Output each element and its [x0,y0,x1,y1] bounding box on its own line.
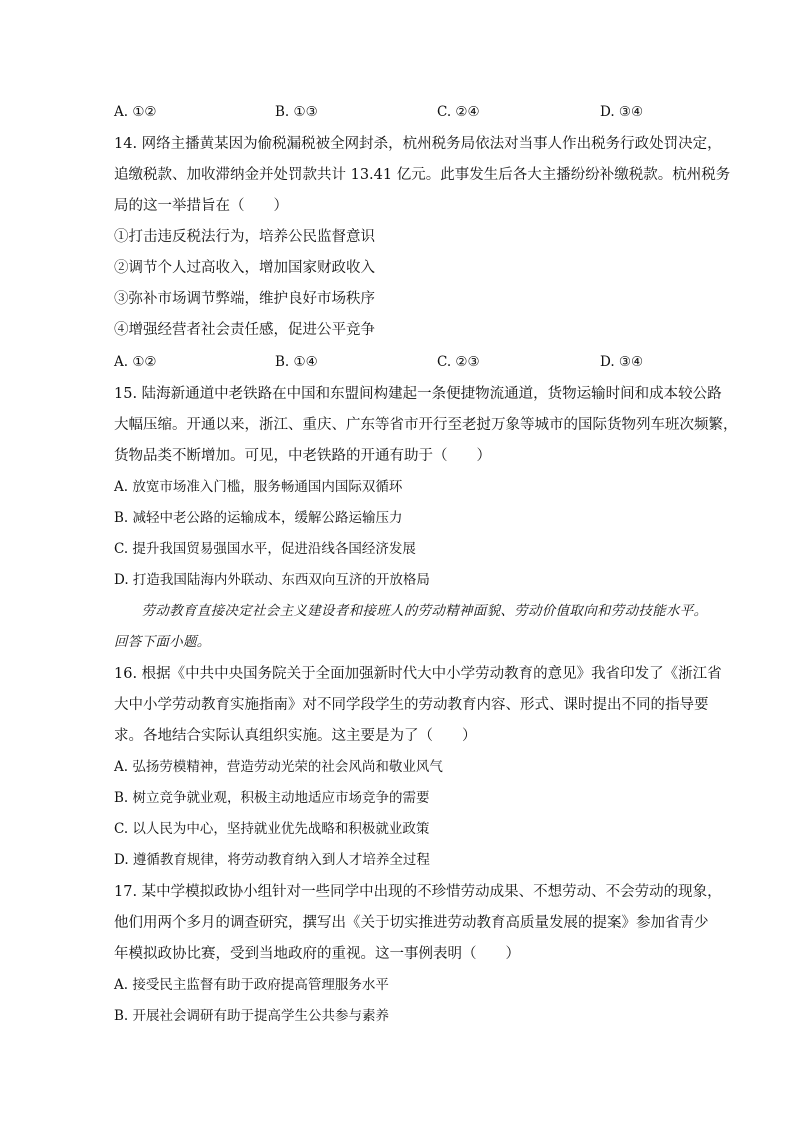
q15-option-d[interactable]: D. 打造我国陆海内外联动、东西双向互济的开放格局 [114,572,430,588]
q14-option-d[interactable]: D. ③④ [600,354,644,370]
q13-option-d[interactable]: D. ③④ [600,104,644,120]
material-line-1: 劳动教育直接决定社会主义建设者和接班人的劳动精神面貌、劳动价值取向和劳动技能水平。 [114,603,708,619]
q16-option-b[interactable]: B. 树立竞争就业观，积极主动地适应市场竞争的需要 [114,790,430,806]
q13-option-a[interactable]: A. ①② [114,104,157,120]
q14-item-1: ①打击违反税法行为，培养公民监督意识 [114,229,375,245]
q16-option-a[interactable]: A. 弘扬劳模精神，营造劳动光荣的社会风尚和敬业风气 [114,759,443,775]
q13-option-c[interactable]: C. ②④ [437,104,480,120]
q16-option-c[interactable]: C. 以人民为中心，坚持就业优先战略和积极就业政策 [114,821,430,837]
q14-stem-line-1: 14. 网络主播黄某因为偷税漏税被全网封杀，杭州税务局依法对当事人作出税务行政处罚决定， [114,136,722,152]
q14-stem-line-3: 局的这一举措旨在（ ） [114,198,288,214]
q14-stem-line-2: 追缴税款、加收滞纳金并处罚款共计 13.41 亿元。此事发生后各大主播纷纷补缴税款。杭州税务 [114,167,731,183]
q14-option-b[interactable]: B. ①④ [275,354,318,370]
q15-stem-line-1: 15. 陆海新通道中老铁路在中国和东盟间构建起一条便捷物流通道，货物运输时间和成本较公路 [114,386,722,402]
q14-item-3: ③弥补市场调节弊端，维护良好市场秩序 [114,291,375,307]
q15-stem-line-2: 大幅压缩。开通以来，浙江、重庆、广东等省市开行至老挝万象等城市的国际货物列车班次频繁， [114,417,738,433]
q17-option-a[interactable]: A. 接受民主监督有助于政府提高管理服务水平 [114,977,389,993]
q14-item-4: ④增强经营者社会责任感，促进公平竞争 [114,322,375,338]
q17-stem-line-3: 年模拟政协比赛，受到当地政府的重视。这一事例表明（ ） [114,946,520,962]
q16-stem-line-2: 大中小学劳动教育实施指南》对不同学段学生的劳动教育内容、形式、课时提出不同的指导要 [114,697,709,713]
q15-option-a[interactable]: A. 放宽市场准入门槛，服务畅通国内国际双循环 [114,479,403,495]
q16-option-d[interactable]: D. 遵循教育规律，将劳动教育纳入到人才培养全过程 [114,852,430,868]
q14-item-2: ②调节个人过高收入，增加国家财政收入 [114,260,375,276]
q14-option-a[interactable]: A. ①② [114,354,157,370]
q13-option-b[interactable]: B. ①③ [275,104,318,120]
q16-stem-line-1: 16. 根据《中共中央国务院关于全面加强新时代大中小学劳动教育的意见》我省印发了《浙江省 [114,666,722,682]
q14-option-c[interactable]: C. ②③ [437,354,480,370]
q15-stem-line-3: 货物品类不断增加。可见，中老铁路的开通有助于（ ） [114,448,491,464]
q17-option-b[interactable]: B. 开展社会调研有助于提高学生公共参与素养 [114,1008,390,1024]
q17-stem-line-1: 17. 某中学模拟政协小组针对一些同学中出现的不珍惜劳动成果、不想劳动、不会劳动的现象， [114,884,722,900]
q16-stem-line-3: 求。各地结合实际认真组织实施。这主要是为了（ ） [114,728,477,744]
q17-stem-line-2: 他们用两个多月的调查研究，撰写出《关于切实推进劳动教育高质量发展的提案》参加省青少 [114,915,709,931]
q15-option-c[interactable]: C. 提升我国贸易强国水平，促进沿线各国经济发展 [114,541,416,557]
q15-option-b[interactable]: B. 减轻中老公路的运输成本，缓解公路运输压力 [114,510,403,526]
q14-options [114,352,714,372]
material-line-2: 回答下面小题。 [114,634,211,650]
q13-options [114,102,714,122]
